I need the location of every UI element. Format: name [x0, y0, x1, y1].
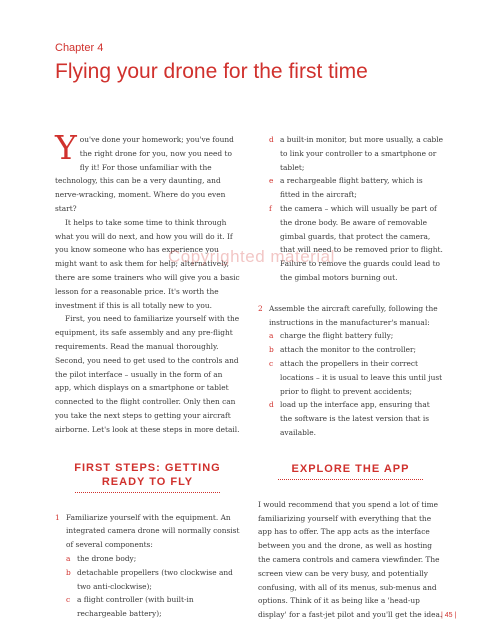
sub-list-item	[258, 202, 443, 285]
sub-list-text: a rechargeable flight battery, which is fitted in the aircraft;	[280, 176, 423, 200]
sub-list-text: load up the interface app, ensuring that the software is the latest version that is available.	[280, 400, 430, 437]
sub-list-letter: a	[66, 553, 71, 563]
sub-list-item	[258, 329, 443, 343]
section-heading-first-steps: FIRST STEPS: GETTING READY TO FLY	[74, 461, 221, 488]
drop-cap: Y	[55, 128, 77, 167]
list-number: 2	[258, 303, 263, 313]
sub-list-item	[55, 566, 240, 594]
sub-list-letter: f	[269, 203, 272, 213]
sub-list-letter: b	[66, 567, 71, 577]
sub-list-letter: a	[269, 331, 274, 341]
right-column	[258, 133, 443, 622]
sub-list-item	[258, 133, 443, 174]
list-item-text: Assemble the aircraft carefully, following the instructions in the manufacturer's manual:	[269, 303, 438, 327]
sub-list-item	[55, 593, 240, 621]
sub-list-letter: c	[269, 358, 274, 368]
chapter-label: Chapter 4	[55, 42, 104, 54]
sub-list-letter: c	[66, 595, 71, 605]
sub-list-item	[258, 357, 443, 398]
sub-list-letter: e	[269, 176, 274, 186]
intro-paragraph-text: ou've done your homework; you've found the right drone for you, now you need to fly it! For those unfamiliar with the technology, this can be a very daunting, and nerve-wracking, moment. Where do you even start?	[55, 135, 234, 213]
intro-paragraph	[55, 128, 240, 216]
page-number: | 45 |	[441, 612, 457, 619]
sub-list-text: charge the flight battery fully;	[280, 331, 394, 341]
sub-list-letter: b	[269, 345, 274, 355]
explore-paragraph: I would recommend that you spend a lot of time familiarizing yourself with everything that the app has to offer. The app acts as the interface between you and the drone, as well as hosting the camera controls and camera viewfinder. The screen view can be very busy, and potentially confusing, with all of its menus, sub-menus and options. Think of it as being like a 'head-up display' for a fast-jet pilot and you'll get the idea.	[258, 499, 443, 620]
sub-list-letter: d	[269, 400, 274, 410]
sub-list-text: the camera – which will usually be part of the drone body. Be aware of removable gimbal guards, that protect the camera, that will need to be removed prior to flight. Failure to remove the guards could lead to the gimbal motors burning out.	[280, 203, 443, 282]
sub-list-letter: d	[269, 135, 274, 144]
list-item-text: Familiarize yourself with the equipment. An integrated camera drone will normally consist of several components:	[66, 512, 240, 550]
sub-list-item	[55, 552, 240, 566]
page-title: Flying your drone for the first time	[55, 60, 368, 83]
sub-list-text: a built-in monitor, but more usually, a cable to link your controller to a smartphone or tablet;	[280, 135, 443, 172]
paragraph-3: First, you need to familiarize yourself with the equipment, its safe assembly and any pre-flight requirements. Read the manual thoroughly. Second, you need to get used to the controls and the pilot interface – usually in the form of an app, which displays on a smartphone or tablet connected to the flight controller. Only then can you take the next steps to getting your aircraft airborne. Let's look at these steps in more detail.	[55, 314, 240, 434]
list-number: 1	[55, 512, 60, 522]
sub-list-text: the drone body;	[77, 553, 137, 563]
sub-list-text: attach the monitor to the controller;	[280, 345, 416, 355]
list-item	[258, 302, 443, 330]
left-column	[55, 128, 240, 621]
sub-list-text: a flight controller (with built-in rechargeable battery);	[77, 595, 194, 619]
list-item	[55, 511, 240, 552]
paragraph-2: It helps to take some time to think through what you will do next, and how you will do it. If you know someone who has experience you might want to ask them for help; alternatively, there are some trainers who will give you a basic lesson for a reasonable price. It's worth the investment if this is all totally new to you.	[55, 217, 240, 310]
sub-list-item	[258, 343, 443, 357]
sub-list-item	[258, 398, 443, 439]
sub-list-text: attach the propellers in their correct locations – it is usual to leave this until just prior to flight to prevent accidents;	[280, 358, 443, 396]
sub-list-item	[258, 174, 443, 202]
copyright-watermark: Copyrighted material	[168, 247, 335, 266]
sub-list-text: detachable propellers (two clockwise and two anti-clockwise);	[77, 567, 233, 591]
section-heading-explore-app: EXPLORE THE APP	[291, 462, 410, 475]
